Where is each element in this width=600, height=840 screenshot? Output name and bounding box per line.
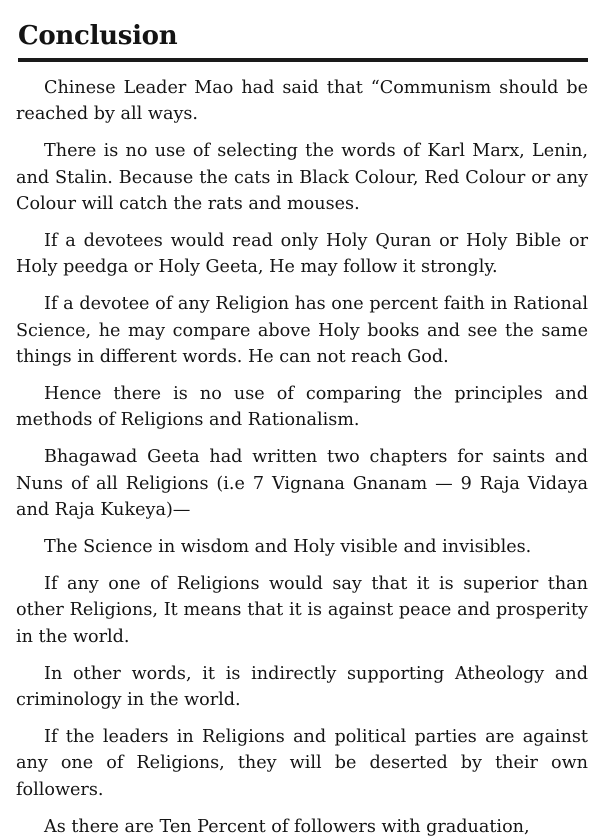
paragraph-rational-science: If a devotee of any Religion has one percent faith in Rational Science, he may compare above Holy books and see the same things in different words. He can not reach God. [16,294,588,367]
paragraph-holy-books: If a devotees would read only Holy Quran or Holy Bible or Holy peedga or Holy Geeta, He may follow it strongly. [16,231,588,278]
paragraph-superior-religion: If any one of Religions would say that it is superior than other Religions, It means that it is against peace and prosperity in the world. [16,574,588,647]
paragraph-mao-quote: Chinese Leader Mao had said that “Communism should be reached by all ways. [16,78,588,125]
paragraph-ten-percent: As there are Ten Percent of followers with graduation, [44,816,530,837]
paragraph-marx-lenin-stalin: There is no use of selecting the words of Karl Marx, Lenin, and Stalin. Because the cats in Black Colour, Red Colour or any Colour will catch the rats and mouses. [16,141,588,214]
paragraph-atheology: In other words, it is indirectly supporting Atheology and criminology in the world. [16,663,588,711]
paragraph-science-in-wisdom: The Science in wisdom and Holy visible and invisibles. [44,537,532,558]
chapter-heading: Conclusion [18,21,178,51]
chapter-body [16,75,588,840]
heading-rule [18,58,588,62]
paragraph-leaders: If the leaders in Religions and political parties are against any one of Religions, they will be deserted by their own followers. [16,727,588,800]
paragraph-comparing-principles: Hence there is no use of comparing the principles and methods of Religions and Rationalism. [16,384,588,431]
paragraph-bhagawad-geeta: Bhagawad Geeta had written two chapters for saints and Nuns of all Religions (i.e 7 Vignana Gnanam — 9 Raja Vidaya and Raja Kukeya)— [16,447,588,520]
